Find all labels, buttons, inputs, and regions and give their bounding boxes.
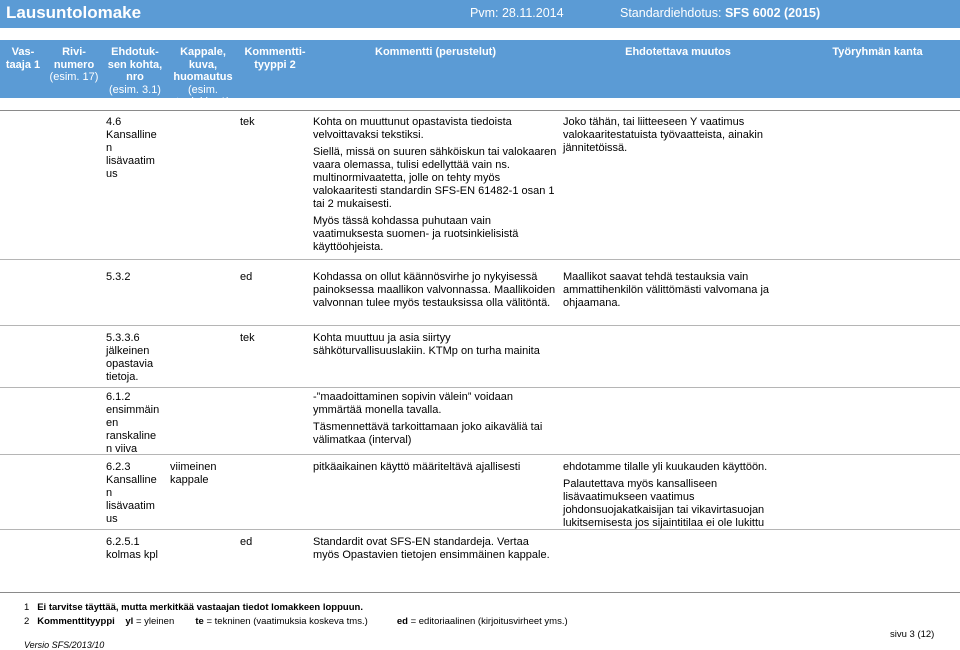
clause-line: n (106, 487, 113, 499)
clause-line: n viiva (106, 443, 138, 455)
col-header-row-number (46, 46, 102, 84)
col-header-line: numero (53, 58, 95, 71)
col-header-proposed-change (563, 46, 793, 59)
paragraph-line: kappale (170, 474, 209, 486)
col-header-clause (104, 46, 166, 96)
clause-line: 6.2.5.1 (106, 536, 140, 548)
proposed-change-cell (563, 116, 793, 159)
clause-line: 5.3.2 (106, 271, 131, 283)
clause-cell (106, 332, 164, 384)
footnote-desc-te: = tekninen (vaatimuksia koskeva tms.) (206, 616, 368, 627)
clause-line: us (106, 168, 118, 180)
clause-line: lisävaatim (106, 155, 155, 167)
col-header-submitter (2, 46, 44, 71)
clause-line: n (106, 142, 113, 154)
clause-line: opastavia (106, 358, 154, 370)
clause-line: en (106, 417, 119, 429)
footnote-desc-ed: = editoriaalinen (kirjoitusvirheet yms.) (410, 616, 568, 627)
clause-line: 5.3.3.6 (106, 332, 140, 344)
col-header-text: taaja 1 (5, 58, 41, 71)
clause-cell (106, 536, 164, 562)
footnote-1 (24, 602, 363, 613)
comment-paragraph: Standardit ovat SFS-EN standardeja. Vertaa myös Opastavien tietojen ensimmäinen kappale. (313, 536, 550, 561)
col-header-line: huomautus (173, 71, 233, 83)
col-header-comment-type (240, 46, 310, 71)
col-header-paragraph (168, 46, 238, 109)
col-header-line: Kommentti (perustelut) (375, 46, 496, 58)
comment-type-cell: tek (240, 332, 255, 344)
footnote-number: 2 (24, 616, 30, 627)
clause-line: ensimmäin (106, 404, 160, 416)
table-bottom-border (0, 592, 960, 593)
title-bar (0, 0, 960, 28)
col-header-comment (313, 46, 558, 59)
clause-line: kolmas kpl (106, 549, 158, 561)
clause-line: 6.2.3 (106, 461, 131, 473)
proposed-change-cell (563, 461, 793, 534)
clause-line: tietoja. (106, 371, 139, 383)
col-header-line: (esim. 3.1) (109, 83, 161, 96)
footnote-2 (24, 616, 568, 627)
clause-cell (106, 116, 164, 181)
standard-id: SFS 6002 (2015) (724, 6, 821, 20)
footnote-title: Kommenttityyppi (37, 616, 115, 627)
col-header-line: taulukko 1) (176, 96, 230, 108)
standard-proposal (620, 6, 820, 20)
version-label: Versio SFS/2013/10 (24, 640, 105, 650)
row-divider (0, 110, 960, 111)
proposed-change-paragraph: ehdotamme tilalle yli kuukauden käyttöön. (563, 461, 768, 473)
paragraph-line: viimeinen (170, 461, 217, 473)
comment-type-cell: tek (240, 116, 255, 128)
clause-line: Kansalline (106, 129, 157, 141)
col-header-line: sen kohta, (107, 58, 163, 71)
comment-cell (313, 271, 558, 314)
comment-paragraph: Kohta muuttuu ja asia siirtyy sähköturvallisuuslakiin. KTMp on turha mainita (313, 332, 540, 357)
comment-cell (313, 536, 558, 566)
row-divider (0, 387, 960, 388)
clause-line: 4.6 (106, 116, 122, 128)
proposed-change-cell (563, 271, 793, 314)
col-header-line: Ehdotettava muutos (625, 46, 731, 58)
comment-paragraph: Kohta on muuttunut opastavista tiedoista velvoittavaksi tekstiksi. (313, 116, 512, 141)
col-header-line: kuva, (188, 58, 218, 71)
proposed-change-paragraph: Palautettava myös kansalliseen lisävaatimukseen vaatimus johdonsuojakatkaisijan tai vikavirtasuojan lukitsemisesta jos sijaintitilaa ei ole lukittu (563, 478, 765, 529)
col-header-line (2, 59, 44, 72)
comment-cell (313, 116, 558, 258)
comment-cell (313, 332, 558, 362)
standard-label: Standardiehdotus: (620, 6, 725, 20)
row-divider (0, 259, 960, 260)
col-header-line: Kappale, (180, 46, 226, 58)
comment-cell (313, 461, 558, 478)
comment-paragraph: Myös tässä kohdassa puhutaan vain vaatimuksesta suomen- ja ruotsinkielisistä käyttöohjeista. (313, 215, 519, 253)
col-header-line: Ehdotuk- (111, 46, 159, 58)
col-header-line: (esim. 17) (49, 71, 99, 83)
comment-paragraph: -”maadoittaminen sopivin välein” voidaan ymmärtää monella tavalla. (313, 391, 513, 416)
col-header-line: Vas- (11, 46, 35, 58)
col-header-line: nro (126, 71, 144, 83)
row-divider (0, 529, 960, 530)
proposed-change-paragraph: Maallikot saavat tehdä testauksia vain ammattihenkilön välittömästi valvomana ja ohjaamana. (563, 271, 770, 309)
comment-paragraph: Täsmennettävä tarkoittamaan joko aikaväliä tai välimatkaa (interval) (313, 421, 543, 446)
col-header-line: Työryhmän kanta (832, 46, 923, 58)
paragraph-cell (170, 461, 230, 487)
proposed-change-paragraph: Joko tähän, tai liitteeseen Y vaatimus valokaaritestatuista työvaatteista, ainakin jännitetöissä. (563, 116, 763, 154)
row-divider (0, 325, 960, 326)
col-header-line: (esim. (188, 83, 218, 96)
footnote-desc-yl: = yleinen (135, 616, 175, 627)
clause-cell (106, 271, 164, 284)
col-header-line: Kommentti- (244, 46, 306, 58)
clause-cell (106, 461, 164, 526)
table-header (0, 40, 960, 108)
clause-line: lisävaatim (106, 500, 155, 512)
comment-type-cell: ed (240, 271, 253, 283)
comment-paragraph: Kohdassa on ollut käännösvirhe jo nykyisessä painoksessa maallikon valvonnassa. Maallikoiden valvonnan tulee myös testauksissa olla välitöntä. (313, 271, 556, 309)
footnote-code-te: te (195, 616, 204, 627)
clause-line: ranskaline (106, 430, 157, 442)
col-header-line: tyyppi 2 (254, 58, 296, 71)
col-header-line: Rivi- (62, 46, 86, 58)
clause-line: 6.1.2 (106, 391, 131, 403)
col-header-working-group (800, 46, 955, 59)
page-number: sivu 3 (12) (890, 629, 935, 640)
comment-type-cell: ed (240, 536, 253, 548)
comment-paragraph: pitkäaikainen käyttö määriteltävä ajallisesti (313, 461, 521, 473)
footnote-code-yl: yl (125, 616, 134, 627)
clause-line: Kansalline (106, 474, 157, 486)
clause-line: us (106, 513, 118, 525)
comment-cell (313, 391, 558, 451)
clause-cell (106, 391, 164, 456)
footnote-code-ed: ed (396, 616, 408, 627)
clause-line: jälkeinen (106, 345, 150, 357)
form-title: Lausuntolomake (6, 3, 142, 22)
comment-paragraph: Siellä, missä on suuren sähköiskun tai valokaaren vaara olemassa, tulisi edellyttää vain ns. multinormivaatetta, jolle on tehty myös valokaaritesti standardin SFS-EN 61482-1 osan 1 tai 2 mukaisesti. (313, 146, 557, 210)
footnote-text: Ei tarvitse täyttää, mutta merkitkää vastaajan tiedot lomakkeen loppuun. (37, 602, 363, 613)
footnote-number: 1 (24, 602, 30, 613)
form-date: Pvm: 28.11.2014 (470, 6, 564, 20)
